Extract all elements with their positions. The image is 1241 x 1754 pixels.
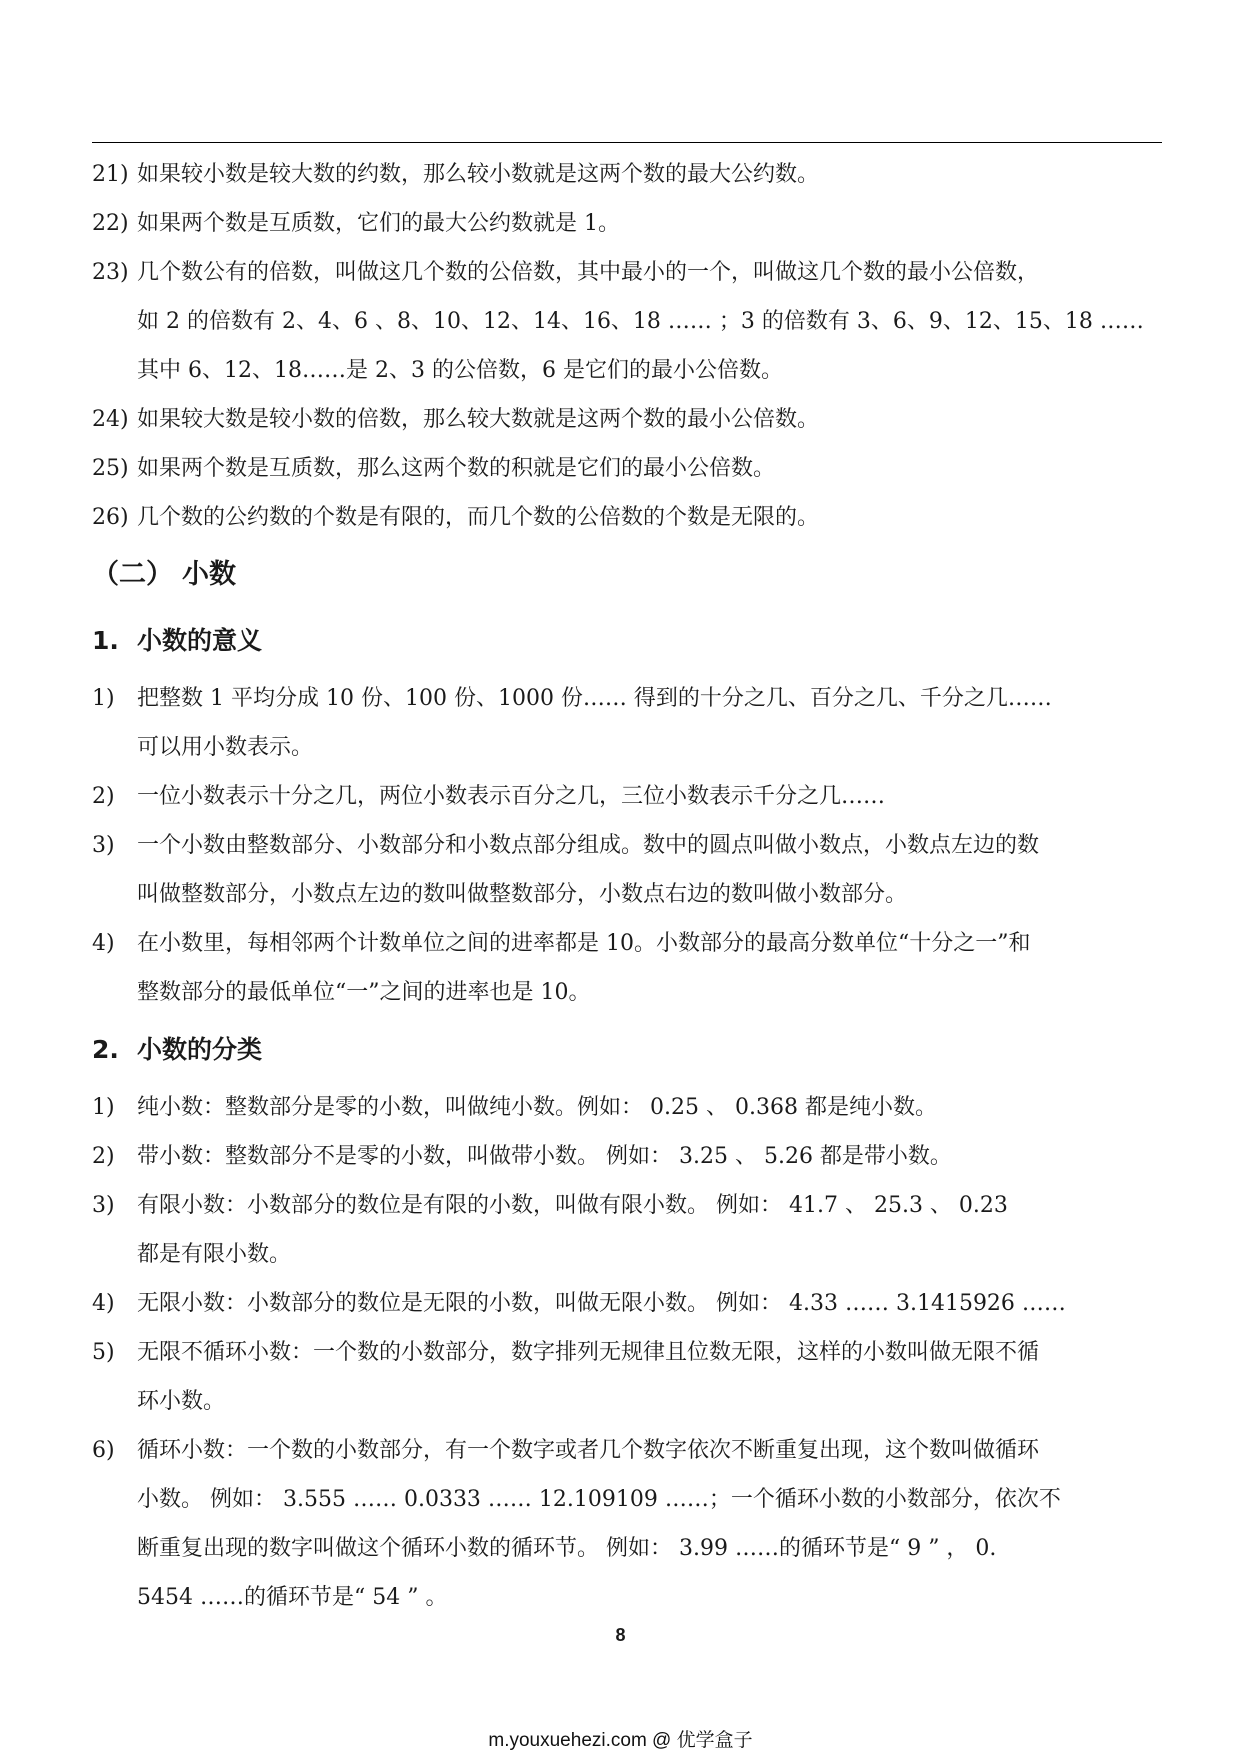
item-text: 如果两个数是互质数，那么这两个数的积就是它们的最小公倍数。 xyxy=(137,456,776,481)
list-item: 6) 循环小数：一个数的小数部分，有一个数字或者几个数字依次不断重复出现，这个数叫做循环 xyxy=(92,1438,1040,1463)
list-item: 2) 一位小数表示十分之几，两位小数表示百分之几，三位小数表示千分之几…… xyxy=(92,784,886,809)
list-item-continuation: 叫做整数部分，小数点左边的数叫做整数部分，小数点右边的数叫做小数部分。 xyxy=(137,882,908,907)
list-item-continuation: 断重复出现的数字叫做这个循环小数的循环节。 例如： 3.99 ……的循环节是“ 9 ” ， 0. xyxy=(137,1536,997,1561)
item-text: 把整数 1 平均分成 10 份、100 份、1000 份…… 得到的十分之几、百分之几、千分之几…… xyxy=(137,686,1052,711)
list-item-continuation: 环小数。 xyxy=(137,1389,226,1414)
list-item: 24) 如果较大数是较小数的倍数，那么较大数就是这两个数的最小公倍数。 xyxy=(92,407,820,432)
item-text: 如果较大数是较小数的倍数，那么较大数就是这两个数的最小公倍数。 xyxy=(137,407,820,432)
item-text: 一个小数由整数部分、小数部分和小数点部分组成。数中的圆点叫做小数点，小数点左边的数 xyxy=(137,833,1040,858)
item-text: 如果两个数是互质数，它们的最大公约数就是 1。 xyxy=(137,211,620,236)
list-item: 1) 把整数 1 平均分成 10 份、100 份、1000 份…… 得到的十分之几、百分之几、千分之几…… xyxy=(92,686,1052,711)
item-text: 一位小数表示十分之几，两位小数表示百分之几，三位小数表示千分之几…… xyxy=(137,784,886,809)
section-heading: （二） 小数 xyxy=(92,559,236,590)
header-rule xyxy=(92,142,1162,143)
subsection-heading: 1. 小数的意义 xyxy=(92,626,263,655)
list-item: 2) 带小数：整数部分不是零的小数，叫做带小数。 例如： 3.25 、 5.26 都是带小数。 xyxy=(92,1144,952,1169)
item-text: 在小数里，每相邻两个计数单位之间的进率都是 10。小数部分的最高分数单位“十分之一”和 xyxy=(137,931,1031,956)
item-text: 有限小数：小数部分的数位是有限的小数，叫做有限小数。 例如： 41.7 、 25.3 、 0.23 xyxy=(137,1193,1008,1218)
item-text: 循环小数：一个数的小数部分，有一个数字或者几个数字依次不断重复出现，这个数叫做循环 xyxy=(137,1438,1040,1463)
list-item: 3) 有限小数：小数部分的数位是有限的小数，叫做有限小数。 例如： 41.7 、 25.3 、 0.23 xyxy=(92,1193,1008,1218)
page-number: 8 xyxy=(615,1625,626,1645)
footer-watermark: m.youxuehezi.com @ 优学盒子 xyxy=(488,1730,753,1751)
subsection-heading: 2. 小数的分类 xyxy=(92,1035,263,1064)
list-item-continuation: 其中 6、12、18……是 2、3 的公倍数，6 是它们的最小公倍数。 xyxy=(137,358,783,383)
list-item: 5) 无限不循环小数：一个数的小数部分，数字排列无规律且位数无限，这样的小数叫做无限不循 xyxy=(92,1340,1040,1365)
list-item-continuation: 都是有限小数。 xyxy=(137,1242,292,1267)
list-item: 23) 几个数公有的倍数，叫做这几个数的公倍数，其中最小的一个，叫做这几个数的最小公倍数， xyxy=(92,260,1040,285)
list-item-continuation: 可以用小数表示。 xyxy=(137,735,314,760)
item-text: 如果较小数是较大数的约数，那么较小数就是这两个数的最大公约数。 xyxy=(137,162,820,187)
item-text: 纯小数：整数部分是零的小数，叫做纯小数。例如： 0.25 、 0.368 都是纯小数。 xyxy=(137,1095,937,1120)
list-item: 26) 几个数的公约数的个数是有限的，而几个数的公倍数的个数是无限的。 xyxy=(92,505,820,530)
list-item-continuation: 小数。 例如： 3.555 …… 0.0333 …… 12.109109 ……；一个循环小数的小数部分，依次不 xyxy=(137,1487,1061,1512)
item-text: 几个数公有的倍数，叫做这几个数的公倍数，其中最小的一个，叫做这几个数的最小公倍数， xyxy=(137,260,1040,285)
list-item: 22) 如果两个数是互质数，它们的最大公约数就是 1。 xyxy=(92,211,620,236)
item-text: 几个数的公约数的个数是有限的，而几个数的公倍数的个数是无限的。 xyxy=(137,505,820,530)
item-text: 无限不循环小数：一个数的小数部分，数字排列无规律且位数无限，这样的小数叫做无限不循 xyxy=(137,1340,1040,1365)
list-item-continuation: 整数部分的最低单位“一”之间的进率也是 10。 xyxy=(137,980,591,1005)
list-item: 1) 纯小数：整数部分是零的小数，叫做纯小数。例如： 0.25 、 0.368 都是纯小数。 xyxy=(92,1095,937,1120)
item-text: 无限小数：小数部分的数位是无限的小数，叫做无限小数。 例如： 4.33 …… 3.1415926 …… xyxy=(137,1291,1066,1316)
list-item: 3) 一个小数由整数部分、小数部分和小数点部分组成。数中的圆点叫做小数点，小数点左边的数 xyxy=(92,833,1040,858)
list-item: 21) 如果较小数是较大数的约数，那么较小数就是这两个数的最大公约数。 xyxy=(92,162,820,187)
item-text: 带小数：整数部分不是零的小数，叫做带小数。 例如： 3.25 、 5.26 都是带小数。 xyxy=(137,1144,952,1169)
list-item: 4) 无限小数：小数部分的数位是无限的小数，叫做无限小数。 例如： 4.33 …… 3.1415926 …… xyxy=(92,1291,1066,1316)
list-item: 4) 在小数里，每相邻两个计数单位之间的进率都是 10。小数部分的最高分数单位“十分之一”和 xyxy=(92,931,1031,956)
page-content xyxy=(92,150,1164,1622)
list-item-continuation: 如 2 的倍数有 2、4、6 、8、10、12、14、16、18 …… ；3 的倍数有 3、6、9、12、15、18 …… xyxy=(137,309,1144,334)
list-item: 25) 如果两个数是互质数，那么这两个数的积就是它们的最小公倍数。 xyxy=(92,456,776,481)
list-item-continuation: 5454 ……的循环节是“ 54 ” 。 xyxy=(137,1585,448,1610)
